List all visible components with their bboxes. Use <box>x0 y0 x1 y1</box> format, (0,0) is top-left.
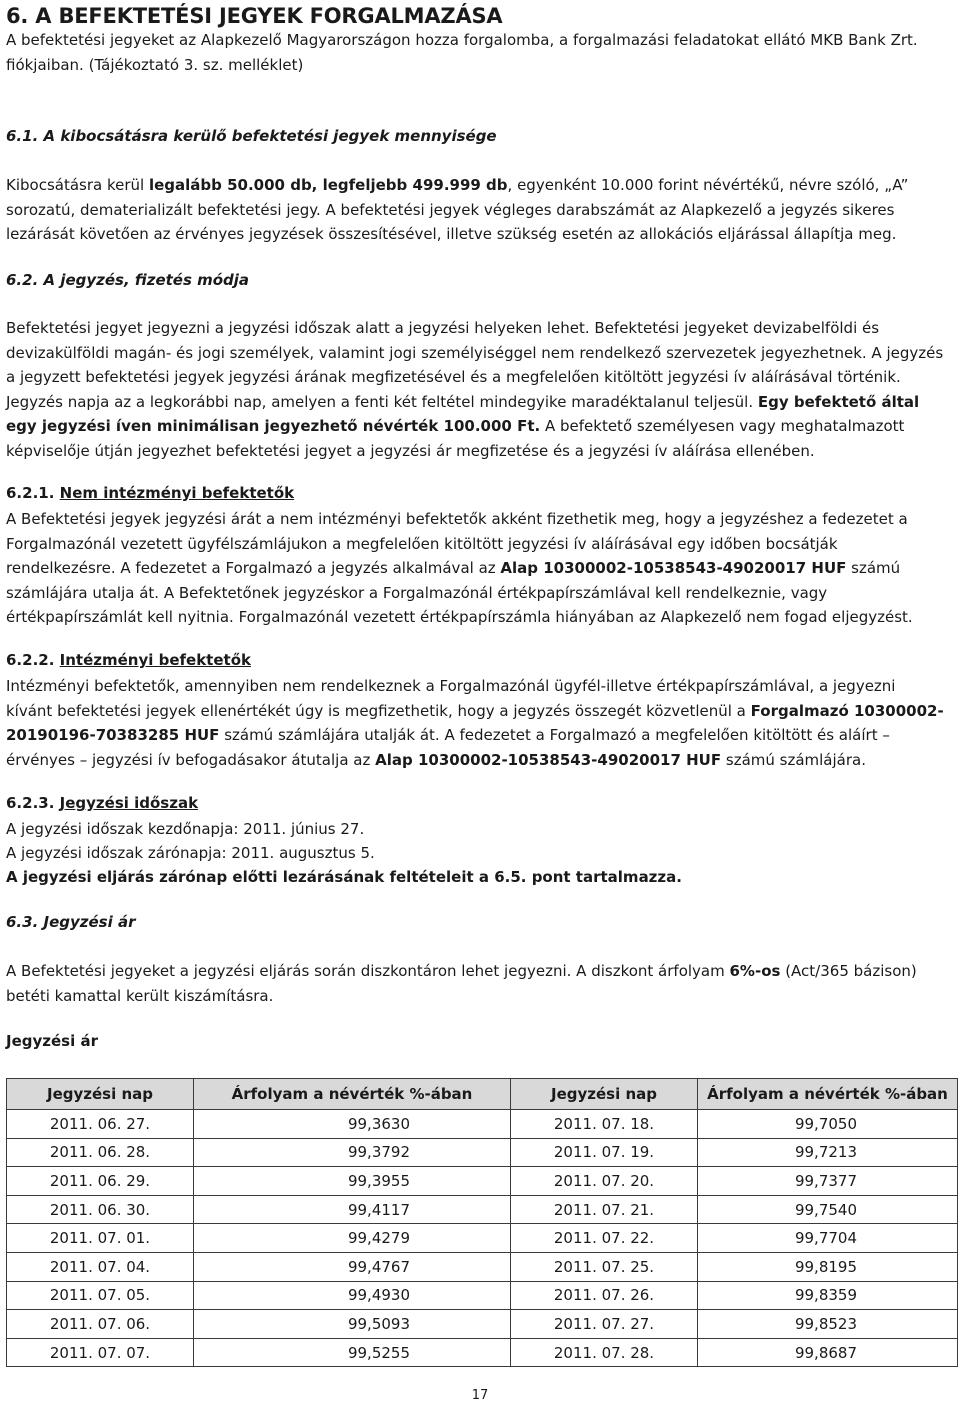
date-cell: 2011. 07. 22. <box>511 1224 698 1253</box>
text-line: devizakülföldi magán- és jogi személyek, valamint jogi személyiséggel nem rendelkező szervezetek jegyezhetnek. A jegyzés <box>6 343 944 362</box>
date-cell: 2011. 06. 27. <box>7 1110 194 1139</box>
text-line: Befektetési jegyet jegyezni a jegyzési időszak alatt a jegyzési helyeken lehet. Befektetési jegyeket devizabelföldi és <box>6 319 880 337</box>
text-line: A jegyzési időszak zárónapja: 2011. augusztus 5. <box>6 844 375 862</box>
text-line: A befektetési jegyeket az Alapkezelő Magyarországon hozza forgalomba, a forgalmazási feladatokat ellátó MKB Bank Zrt. <box>6 31 918 49</box>
price-cell: 99,4930 <box>194 1281 511 1310</box>
section-heading-6-2: 6.2. A jegyzés, fizetés módja <box>6 271 250 289</box>
column-header: Árfolyam a névérték %-ában <box>194 1079 511 1110</box>
text-line: betéti kamattal került kiszámításra. <box>6 986 274 1005</box>
price-cell: 99,8359 <box>698 1281 958 1310</box>
table-row <box>7 1252 958 1281</box>
section-6-2-2-paragraph <box>6 674 954 772</box>
table-row <box>7 1224 958 1253</box>
date-cell: 2011. 06. 28. <box>7 1138 194 1167</box>
date-cell: 2011. 06. 30. <box>7 1195 194 1224</box>
text-line: sorozatú, dematerializált befektetési jegy. A befektetési jegyek végleges darabszámát az Alapkezelő a jegyzés sikeres <box>6 200 895 219</box>
text-line: Intézményi befektetők, amennyiben nem rendelkeznek a Forgalmazónál ügyfél-illetve értékpapírszámlával, a jegyezni <box>6 677 896 695</box>
price-table <box>6 1078 958 1367</box>
date-cell: 2011. 07. 20. <box>511 1167 698 1196</box>
date-cell: 2011. 07. 26. <box>511 1281 698 1310</box>
text-line: Kibocsátásra kerül legalább 50.000 db, legfeljebb 499.999 db, egyenként 10.000 forint névértékű, névre szóló, „A” <box>6 176 909 194</box>
price-cell: 99,8523 <box>698 1310 958 1339</box>
price-cell: 99,5093 <box>194 1310 511 1339</box>
price-cell: 99,8687 <box>698 1338 958 1367</box>
text-line: 20190196-70383285 HUF számú számlájára utalják át. A fedezetet a Forgalmazó a megfelelően kitöltött és aláírt – <box>6 726 890 744</box>
text-line: A jegyzési eljárás zárónap előtti lezárásának feltételeit a 6.5. pont tartalmazza. <box>6 868 682 886</box>
table-row <box>7 1195 958 1224</box>
page-title: 6. A BEFEKTETÉSI JEGYEK FORGALMAZÁSA <box>6 4 503 28</box>
price-cell: 99,7213 <box>698 1138 958 1167</box>
text-line: Jegyzés napja az a legkorábbi nap, amelyen a fenti két feltétel mindegyike maradéktalanul teljesül. Egy befektető által <box>6 392 920 411</box>
text-line: A Befektetési jegyeket a jegyzési eljárás során diszkontáron lehet jegyezni. A diszkont árfolyam 6%-os (Act/365 bázison) <box>6 962 917 980</box>
price-cell: 99,7377 <box>698 1167 958 1196</box>
text-line: rendelkezésre. A fedezetet a Forgalmazó a jegyzés alkalmával az Alap 10300002-10538543-49020017 HUF számú <box>6 559 901 577</box>
price-cell: 99,4767 <box>194 1252 511 1281</box>
section-6-3-paragraph <box>6 959 954 1008</box>
price-cell: 99,7050 <box>698 1110 958 1139</box>
text-line: számlájára utalja át. A Befektetőnek jegyzéskor a Forgalmazónál értékpapírszámlával kell rendelkeznie, vagy <box>6 583 828 602</box>
column-header: Árfolyam a névérték %-ában <box>698 1079 958 1110</box>
section-6-1-paragraph <box>6 173 954 247</box>
text-line: A jegyzési időszak kezdőnapja: 2011. június 27. <box>6 820 365 838</box>
date-cell: 2011. 07. 25. <box>511 1252 698 1281</box>
price-cell: 99,3792 <box>194 1138 511 1167</box>
price-cell: 99,3630 <box>194 1110 511 1139</box>
column-header: Jegyzési nap <box>7 1079 194 1110</box>
section-6-2-1-paragraph <box>6 507 954 630</box>
page-number: 17 <box>471 1388 489 1403</box>
table-row <box>7 1167 958 1196</box>
section-heading-6-2-1: 6.2.1. Nem intézményi befektetők <box>6 484 295 502</box>
text-line: lezárását követően az érvényes jegyzések összesítésével, illetve szükség esetén az allokációs eljárással állapítja meg. <box>6 225 897 243</box>
date-cell: 2011. 07. 27. <box>511 1310 698 1339</box>
column-header: Jegyzési nap <box>511 1079 698 1110</box>
date-cell: 2011. 07. 19. <box>511 1138 698 1167</box>
date-cell: 2011. 07. 21. <box>511 1195 698 1224</box>
table-row <box>7 1138 958 1167</box>
price-cell: 99,7540 <box>698 1195 958 1224</box>
text-line: fiókjaiban. (Tájékoztató 3. sz. melléklet) <box>6 55 304 74</box>
price-cell: 99,8195 <box>698 1252 958 1281</box>
text-line: Forgalmazónál vezetett ügyfélszámlájukon a megfelelően kitöltött jegyzési ív aláírásával egy időben bocsátják <box>6 534 838 553</box>
section-heading-6-3: 6.3. Jegyzési ár <box>6 913 136 931</box>
table-row <box>7 1110 958 1139</box>
date-cell: 2011. 07. 06. <box>7 1310 194 1339</box>
date-cell: 2011. 07. 04. <box>7 1252 194 1281</box>
text-line: képviselője útján jegyezhet befektetési jegyet a jegyzési ár megfizetése és a jegyzési ív aláírása ellenében. <box>6 441 815 460</box>
table-row <box>7 1338 958 1367</box>
text-line: értékpapírszámlát kell nyitnia. Forgalmazónál vezetett értékpapírszámla hiányában az Alapkezelő nem fogad eljegyzést. <box>6 608 913 626</box>
date-cell: 2011. 07. 28. <box>511 1338 698 1367</box>
table-title: Jegyzési ár <box>6 1032 98 1050</box>
price-cell: 99,4117 <box>194 1195 511 1224</box>
price-cell: 99,4279 <box>194 1224 511 1253</box>
table-row <box>7 1281 958 1310</box>
intro-paragraph <box>6 28 954 77</box>
date-cell: 2011. 07. 07. <box>7 1338 194 1367</box>
date-cell: 2011. 07. 05. <box>7 1281 194 1310</box>
text-line: egy jegyzési íven minimálisan jegyezhető névérték 100.000 Ft. A befektető személyesen vagy meghatalmazott <box>6 417 905 435</box>
price-cell: 99,7704 <box>698 1224 958 1253</box>
section-6-2-3-paragraph <box>6 817 954 889</box>
text-line: A Befektetési jegyek jegyzési árát a nem intézményi befektetők akként fizethetik meg, hogy a jegyzéshez a fedezetet a <box>6 510 908 528</box>
text-line: érvényes – jegyzési ív befogadásakor átutalja az Alap 10300002-10538543-49020017 HUF számú számlájára. <box>6 750 866 769</box>
table-header-row <box>7 1079 958 1110</box>
text-line: a jegyzett befektetési jegyek jegyzési árának megfizetésével és a megfelelően kitöltött jegyzési ív aláírásával történik. <box>6 368 901 386</box>
section-6-2-paragraph <box>6 316 954 463</box>
price-cell: 99,3955 <box>194 1167 511 1196</box>
price-cell: 99,5255 <box>194 1338 511 1367</box>
date-cell: 2011. 07. 01. <box>7 1224 194 1253</box>
date-cell: 2011. 06. 29. <box>7 1167 194 1196</box>
section-heading-6-1: 6.1. A kibocsátásra kerülő befektetési jegyek mennyisége <box>6 127 497 145</box>
date-cell: 2011. 07. 18. <box>511 1110 698 1139</box>
text-line: kívánt befektetési jegyek ellenértékét úgy is megfizethetik, hogy a jegyzés összegét közvetlenül a Forgalmazó 10300002- <box>6 701 944 720</box>
section-heading-6-2-3: 6.2.3. Jegyzési időszak <box>6 794 199 812</box>
table-row <box>7 1310 958 1339</box>
section-heading-6-2-2: 6.2.2. Intézményi befektetők <box>6 651 251 669</box>
